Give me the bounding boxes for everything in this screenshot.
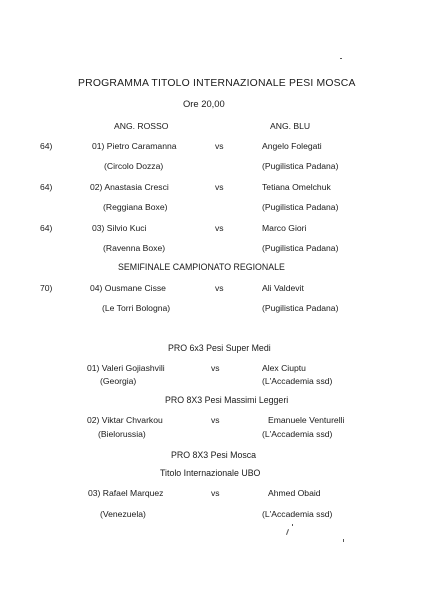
- red-club: (Le Torri Bologna): [102, 303, 171, 313]
- scan-speck: [343, 539, 344, 542]
- red-club: (Circolo Dozza): [104, 161, 164, 171]
- red-boxer: 03) Rafael Marquez: [88, 488, 164, 498]
- blue-boxer: Tetiana Omelchuk: [262, 182, 331, 192]
- pro-heading: PRO 8X3 Pesi Mosca: [171, 450, 257, 460]
- scan-speck: [286, 529, 289, 535]
- red-club: (Bielorussia): [98, 429, 146, 439]
- page-title: PROGRAMMA TITOLO INTERNAZIONALE PESI MOSCA: [78, 78, 356, 89]
- red-boxer: 03) Silvio Kuci: [92, 223, 147, 233]
- scan-speck: [292, 524, 293, 526]
- semifinal-heading: SEMIFINALE CAMPIONATO REGIONALE: [118, 262, 285, 272]
- scan-speck: [340, 58, 342, 59]
- red-boxer: 02) Viktar Chvarkou: [87, 415, 163, 425]
- blue-boxer: Ahmed Obaid: [268, 488, 321, 498]
- vs-label: vs: [215, 283, 224, 293]
- red-boxer: 01) Pietro Caramanna: [92, 141, 177, 151]
- event-time: Ore 20,00: [183, 98, 225, 109]
- vs-label: vs: [215, 182, 224, 192]
- corner-blue-header: ANG. BLU: [270, 121, 311, 131]
- blue-club: (Pugilistica Padana): [262, 243, 339, 253]
- red-club: (Ravenna Boxe): [103, 243, 166, 253]
- vs-label: vs: [211, 488, 220, 498]
- vs-label: vs: [215, 223, 224, 233]
- bout-weight: 64): [40, 223, 53, 233]
- bout-weight: 64): [40, 182, 53, 192]
- blue-club: (L'Accademia ssd): [262, 376, 333, 386]
- vs-label: vs: [215, 141, 224, 151]
- red-boxer: 02) Anastasia Cresci: [90, 182, 169, 192]
- blue-boxer: Alex Ciuptu: [262, 363, 306, 373]
- red-club: (Reggiana Boxe): [103, 202, 168, 212]
- blue-club: (L'Accademia ssd): [262, 429, 333, 439]
- pro-subheading: Titolo Internazionale UBO: [160, 468, 261, 478]
- red-club: (Georgia): [100, 376, 137, 386]
- blue-club: (Pugilistica Padana): [262, 202, 339, 212]
- bout-weight: 64): [40, 141, 53, 151]
- blue-club: (Pugilistica Padana): [262, 303, 339, 313]
- blue-boxer: Marco Giori: [262, 223, 307, 233]
- corner-red-header: ANG. ROSSO: [114, 121, 169, 131]
- vs-label: vs: [211, 363, 220, 373]
- pro-heading: PRO 6x3 Pesi Super Medi: [168, 343, 271, 353]
- red-club: (Venezuela): [100, 509, 146, 519]
- pro-heading: PRO 8X3 Pesi Massimi Leggeri: [165, 395, 289, 405]
- vs-label: vs: [211, 415, 220, 425]
- blue-boxer: Ali Valdevit: [262, 283, 304, 293]
- blue-boxer: Angelo Folegati: [262, 141, 322, 151]
- blue-club: (Pugilistica Padana): [262, 161, 339, 171]
- blue-boxer: Emanuele Venturelli: [268, 415, 345, 425]
- red-boxer: 01) Valeri Gojiashvili: [87, 363, 165, 373]
- bout-weight: 70): [40, 283, 53, 293]
- red-boxer: 04) Ousmane Cisse: [90, 283, 166, 293]
- blue-club: (L'Accademia ssd): [262, 509, 333, 519]
